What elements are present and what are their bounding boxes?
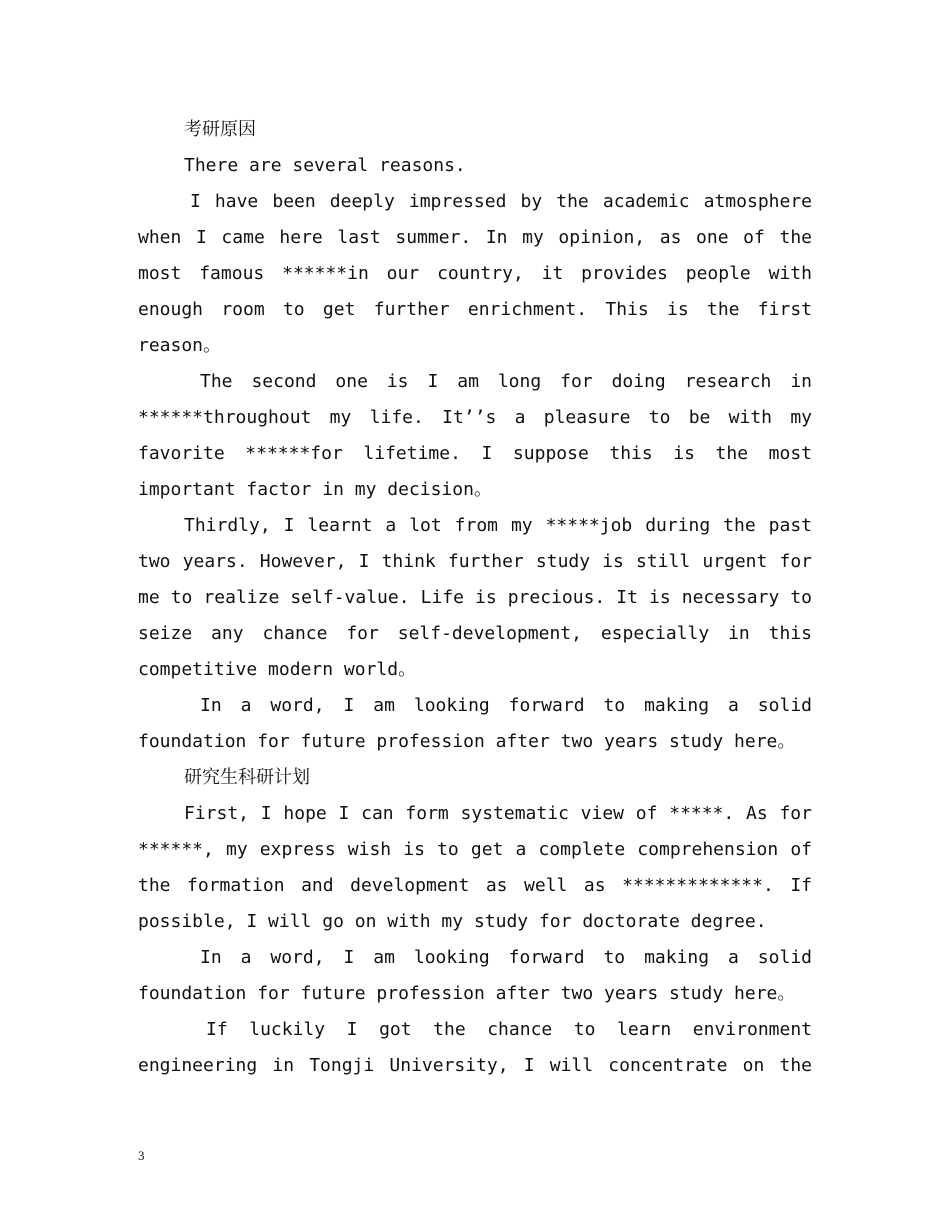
paragraph-line: two years. However, I think further study is still urgent for — [138, 551, 812, 572]
paragraph-line: seize any chance for self-development, especially in this — [138, 623, 812, 644]
paragraph-line: enough room to get further enrichment. This is the first — [138, 299, 812, 320]
paragraph-line: engineering in Tongji University, I will concentrate on the — [138, 1055, 812, 1076]
paragraph-line: The second one is I am long for doing research in — [200, 371, 812, 392]
paragraph-line: when I came here last summer. In my opinion, as one of the — [138, 227, 812, 248]
paragraph-line: First, I hope I can form systematic view of *****. As for — [184, 803, 812, 824]
paragraph-line: reason。 — [138, 335, 222, 356]
heading-kaoyan-reasons: 考研原因 — [184, 119, 256, 140]
paragraph-line: most famous ******in our country, it provides people with — [138, 263, 812, 284]
paragraph-line: the formation and development as well as *************. If — [138, 875, 812, 896]
paragraph-line: ******, my express wish is to get a complete comprehension of — [138, 839, 812, 860]
paragraph-line: foundation for future profession after two years study here。 — [138, 731, 796, 752]
paragraph-line: possible, I will go on with my study for doctorate degree. — [138, 911, 767, 932]
paragraph-intro-line: There are several reasons. — [184, 155, 466, 176]
paragraph-line: In a word, I am looking forward to making a solid — [200, 947, 812, 968]
paragraph-line: favorite ******for lifetime. I suppose this is the most — [138, 443, 812, 464]
paragraph-line: competitive modern world。 — [138, 659, 417, 680]
document-page — [138, 112, 812, 1084]
paragraph-line: In a word, I am looking forward to making a solid — [200, 695, 812, 716]
paragraph-line: If luckily I got the chance to learn environment — [206, 1019, 812, 1040]
paragraph-line: me to realize self-value. Life is precious. It is necessary to — [138, 587, 812, 608]
page-number: 3 — [138, 1148, 145, 1163]
paragraph-line: important factor in my decision。 — [138, 479, 492, 500]
heading-research-plan: 研究生科研计划 — [184, 767, 310, 788]
paragraph-line: foundation for future profession after two years study here。 — [138, 983, 796, 1004]
paragraph-line: Thirdly, I learnt a lot from my *****job during the past — [184, 515, 812, 536]
paragraph-line: I have been deeply impressed by the academic atmosphere — [190, 191, 812, 212]
paragraph-line: ******throughout my life. It’’s a pleasure to be with my — [138, 407, 812, 428]
